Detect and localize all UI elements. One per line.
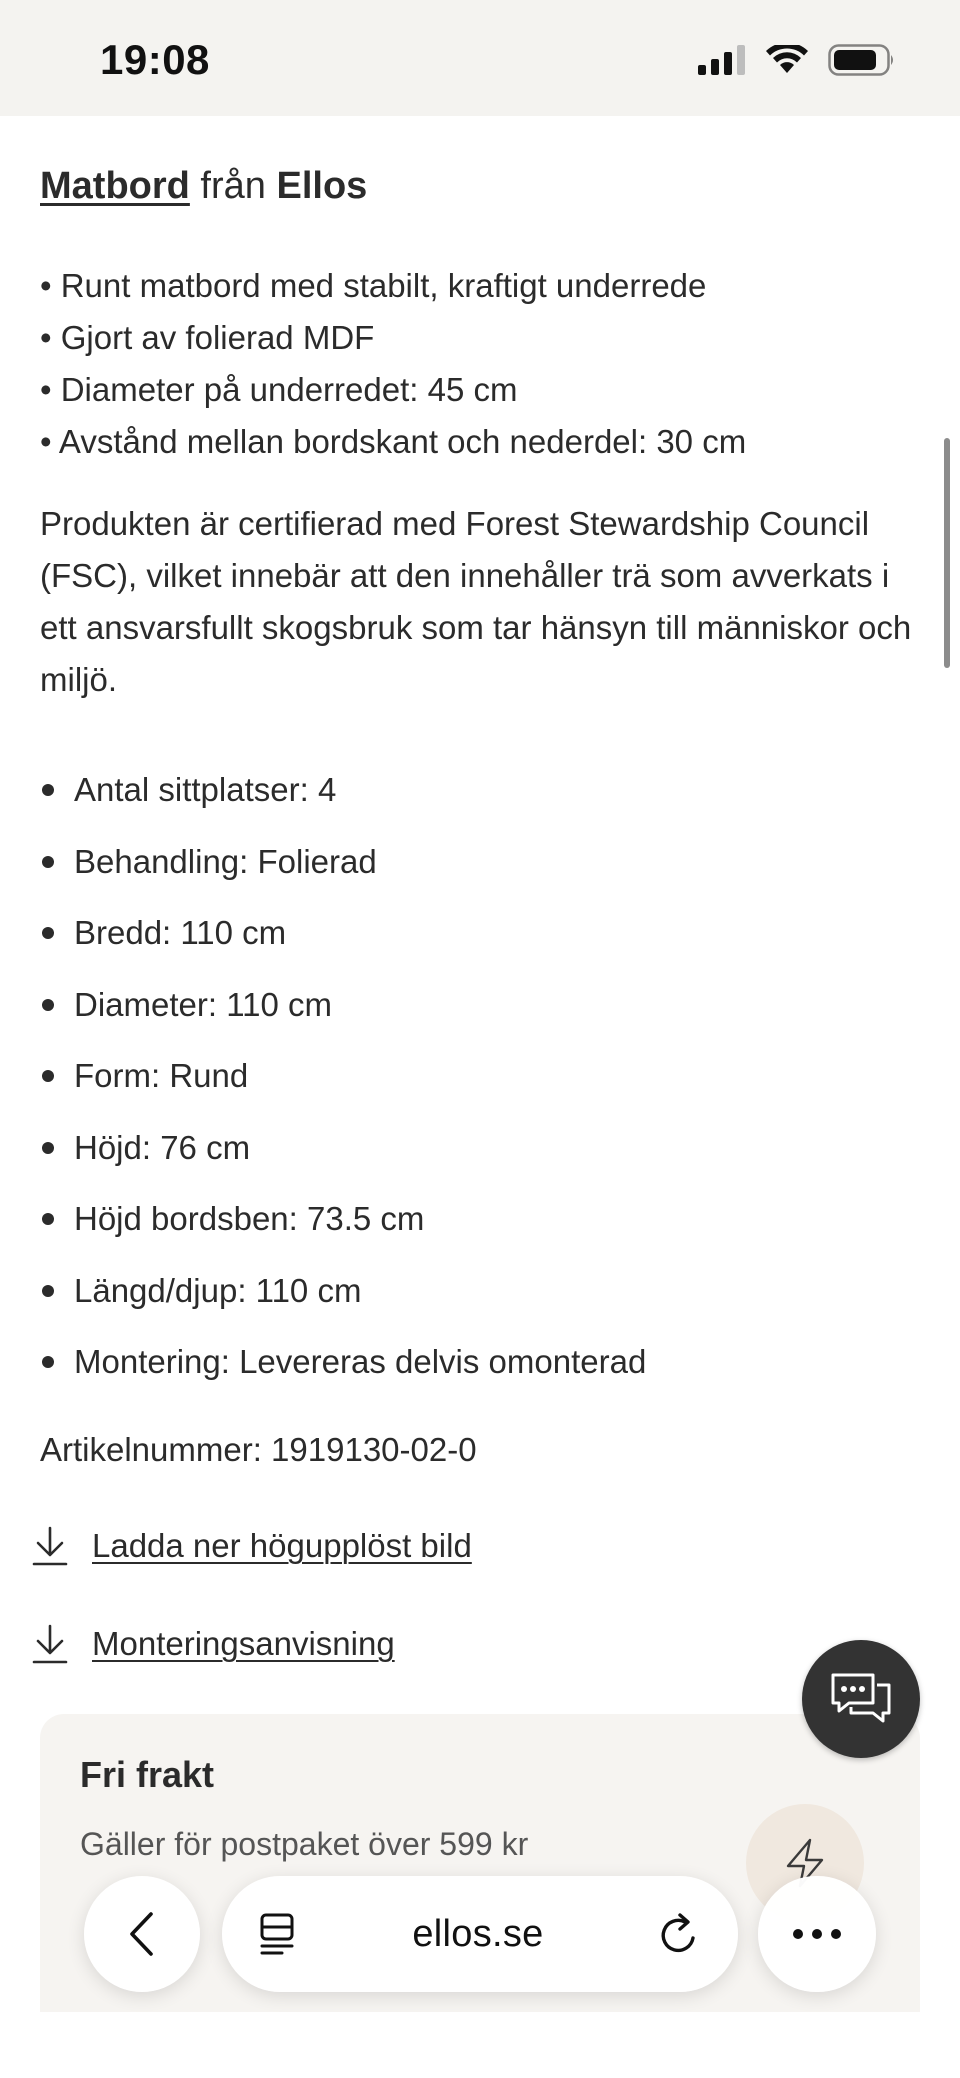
- download-image-label: Ladda ner högupplöst bild: [92, 1527, 472, 1564]
- bullet-dot: [42, 856, 54, 868]
- spec-item: [40, 836, 646, 908]
- bullet-dot: [42, 927, 54, 939]
- bullet-dot: [42, 1285, 54, 1297]
- spec-text: Montering: Levereras delvis omonterad: [74, 1343, 647, 1380]
- bullet-dot: [42, 1070, 54, 1082]
- spec-text: Höjd: 76 cm: [74, 1128, 251, 1166]
- spec-item: [40, 1122, 646, 1194]
- category-link[interactable]: Matbord: [40, 165, 190, 207]
- feature-item: • Diameter på underredet: 45 cm: [40, 371, 518, 408]
- spec-item: [40, 907, 646, 979]
- assembly-instructions-link[interactable]: [32, 1622, 395, 1666]
- spec-item: [40, 764, 646, 836]
- more-icon: [792, 1928, 842, 1940]
- cellular-signal-icon: [698, 45, 746, 75]
- feature-item: • Runt matbord med stabilt, kraftigt underrede: [40, 267, 707, 304]
- shipping-title: Fri frakt: [80, 1754, 215, 1795]
- spec-item: [40, 1265, 646, 1337]
- spec-text: Behandling: Folierad: [74, 842, 377, 880]
- bullet-dot: [42, 999, 54, 1011]
- spec-item: [40, 1193, 646, 1265]
- product-heading: [40, 164, 367, 208]
- bullet-dot: [42, 1213, 54, 1225]
- scroll-indicator[interactable]: [944, 438, 950, 668]
- spec-text: Höjd bordsben: 73.5 cm: [74, 1200, 425, 1237]
- bullet-dot: [42, 784, 54, 796]
- browser-toolbar: [0, 1872, 960, 2012]
- back-button[interactable]: [84, 1876, 200, 1992]
- status-bar: [0, 0, 960, 116]
- spec-text: Form: Rund: [74, 1057, 249, 1094]
- download-icon: [32, 1624, 68, 1664]
- feature-item: • Gjort av folierad MDF: [40, 319, 375, 356]
- download-image-link[interactable]: [32, 1524, 472, 1568]
- home-indicator-area: [0, 2012, 960, 2078]
- status-time: 19:08: [100, 36, 210, 83]
- spec-item: [40, 1336, 646, 1408]
- reload-icon[interactable]: [658, 1912, 700, 1956]
- spec-item: [40, 1050, 646, 1122]
- spec-list: [40, 764, 646, 1408]
- battery-icon: [828, 44, 896, 76]
- wifi-icon: [766, 45, 808, 75]
- reader-icon[interactable]: [258, 1912, 298, 1956]
- more-button[interactable]: [758, 1876, 876, 1992]
- spec-text: Bredd: 110 cm: [74, 914, 287, 951]
- download-icon: [32, 1526, 68, 1566]
- spec-text: Längd/djup: 110 cm: [74, 1271, 362, 1309]
- heading-connector: från: [189, 165, 277, 207]
- spec-text: Diameter: 110 cm: [74, 985, 332, 1023]
- chevron-left-icon: [127, 1911, 157, 1957]
- feature-item: • Avstånd mellan bordskant och nederdel: 30 cm: [40, 423, 747, 460]
- chat-button[interactable]: [802, 1640, 920, 1758]
- spec-item: [40, 979, 646, 1051]
- brand-name: Ellos: [276, 165, 368, 207]
- status-icons: [698, 44, 896, 76]
- shipping-subtitle: Gäller för postpaket över 599 kr: [80, 1826, 529, 1862]
- bullet-dot: [42, 1356, 54, 1368]
- spec-text: Antal sittplatser: 4: [74, 771, 337, 808]
- feature-list: [40, 260, 746, 468]
- article-number: Artikelnummer: 1919130-02-0: [40, 1431, 477, 1468]
- bullet-dot: [42, 1142, 54, 1154]
- product-description: Produkten är certifierad med Forest Stewardship Council (FSC), vilket innebär att den innehåller trä som avverkats i ett ansvarsfullt skogsbruk som tar hänsyn till människor och miljö.: [40, 505, 912, 698]
- chat-bubbles-icon: [829, 1671, 893, 1727]
- url-text: ellos.se: [412, 1912, 544, 1955]
- address-bar[interactable]: [222, 1876, 738, 1992]
- assembly-instructions-label: Monteringsanvisning: [92, 1625, 395, 1662]
